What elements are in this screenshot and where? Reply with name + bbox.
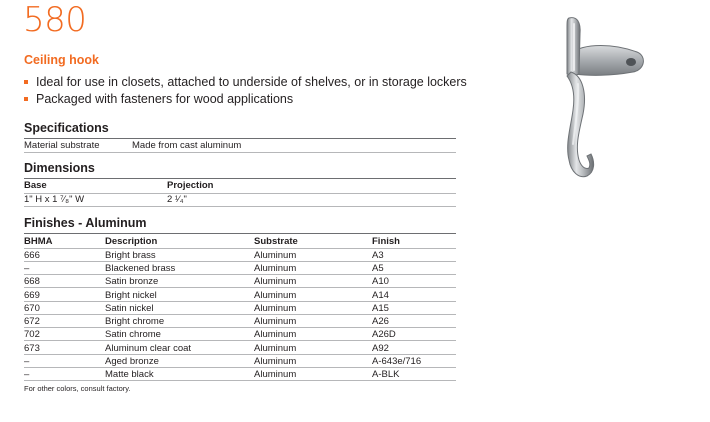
finish-cell: A10: [372, 276, 389, 287]
bullet-icon: [24, 97, 28, 101]
description-cell: Bright nickel: [105, 290, 157, 301]
bhma-cell: 672: [24, 316, 40, 327]
substrate-header: Substrate: [254, 236, 298, 247]
projection-header: Projection: [167, 180, 214, 191]
finish-cell: A5: [372, 263, 384, 274]
description-cell: Satin chrome: [105, 329, 161, 340]
finishes-rule: [24, 233, 456, 234]
finish-cell: A15: [372, 303, 389, 314]
row-rule: [24, 314, 456, 315]
finish-cell: A92: [372, 343, 389, 354]
projection-value: 2 ¹⁄₄": [167, 194, 187, 205]
substrate-cell: Aluminum: [254, 250, 297, 261]
description-cell: Aged bronze: [105, 356, 159, 367]
bhma-cell: 670: [24, 303, 40, 314]
finish-cell: A26: [372, 316, 389, 327]
finish-cell: A26D: [372, 329, 396, 340]
description-header: Description: [105, 236, 158, 247]
feature-item: [24, 74, 467, 91]
product-name: Ceiling hook: [24, 53, 99, 67]
substrate-cell: Aluminum: [254, 356, 297, 367]
bhma-header: BHMA: [24, 236, 53, 247]
substrate-cell: Aluminum: [254, 329, 297, 340]
substrate-cell: Aluminum: [254, 303, 297, 314]
row-rule: [24, 354, 456, 355]
row-rule: [24, 380, 456, 381]
bhma-cell: –: [24, 356, 30, 367]
ceiling-hook-photo: [545, 14, 655, 179]
bhma-cell: 668: [24, 276, 40, 287]
dimensions-bottom-rule: [24, 206, 456, 207]
specifications-title: Specifications: [24, 121, 109, 135]
description-cell: Bright brass: [105, 250, 156, 261]
finish-cell: A3: [372, 250, 384, 261]
base-header: Base: [24, 180, 47, 191]
description-cell: Satin bronze: [105, 276, 159, 287]
specifications-rule: [24, 138, 456, 139]
footnote: For other colors, consult factory.: [24, 384, 131, 393]
bhma-cell: 702: [24, 329, 40, 340]
dimensions-title: Dimensions: [24, 161, 95, 175]
feature-item: [24, 91, 467, 108]
row-rule: [24, 340, 456, 341]
row-rule: [24, 287, 456, 288]
substrate-cell: Aluminum: [254, 263, 297, 274]
substrate-cell: Aluminum: [254, 369, 297, 380]
feature-list: [24, 74, 467, 107]
row-rule: [24, 261, 456, 262]
row-rule: [24, 327, 456, 328]
model-number: 580: [23, 0, 87, 40]
description-cell: Blackened brass: [105, 263, 176, 274]
finish-cell: A14: [372, 290, 389, 301]
substrate-cell: Aluminum: [254, 290, 297, 301]
row-rule: [24, 274, 456, 275]
bhma-cell: 666: [24, 250, 40, 261]
finish-cell: A-BLK: [372, 369, 400, 380]
description-cell: Matte black: [105, 369, 154, 380]
finish-header: Finish: [372, 236, 400, 247]
row-rule: [24, 367, 456, 368]
substrate-cell: Aluminum: [254, 276, 297, 287]
material-label: Material substrate: [24, 140, 100, 151]
material-value: Made from cast aluminum: [132, 140, 242, 151]
finish-cell: A-643e/716: [372, 356, 422, 367]
description-cell: Satin nickel: [105, 303, 154, 314]
finishes-header-rule: [24, 248, 456, 249]
description-cell: Bright chrome: [105, 316, 165, 327]
finishes-title: Finishes - Aluminum: [24, 216, 147, 230]
bullet-icon: [24, 80, 28, 84]
feature-text: Ideal for use in closets, attached to underside of shelves, or in storage lockers: [36, 75, 467, 89]
dimensions-header-rule: [24, 193, 456, 194]
description-cell: Aluminum clear coat: [105, 343, 192, 354]
substrate-cell: Aluminum: [254, 316, 297, 327]
dimensions-rule: [24, 178, 456, 179]
substrate-cell: Aluminum: [254, 343, 297, 354]
bhma-cell: 673: [24, 343, 40, 354]
row-rule: [24, 301, 456, 302]
feature-text: Packaged with fasteners for wood applications: [36, 91, 294, 106]
bhma-cell: 669: [24, 290, 40, 301]
bhma-cell: –: [24, 263, 30, 274]
specifications-bottom-rule: [24, 152, 456, 153]
base-value: 1" H x 1 ⁷⁄₈" W: [24, 194, 85, 205]
bhma-cell: –: [24, 369, 30, 380]
